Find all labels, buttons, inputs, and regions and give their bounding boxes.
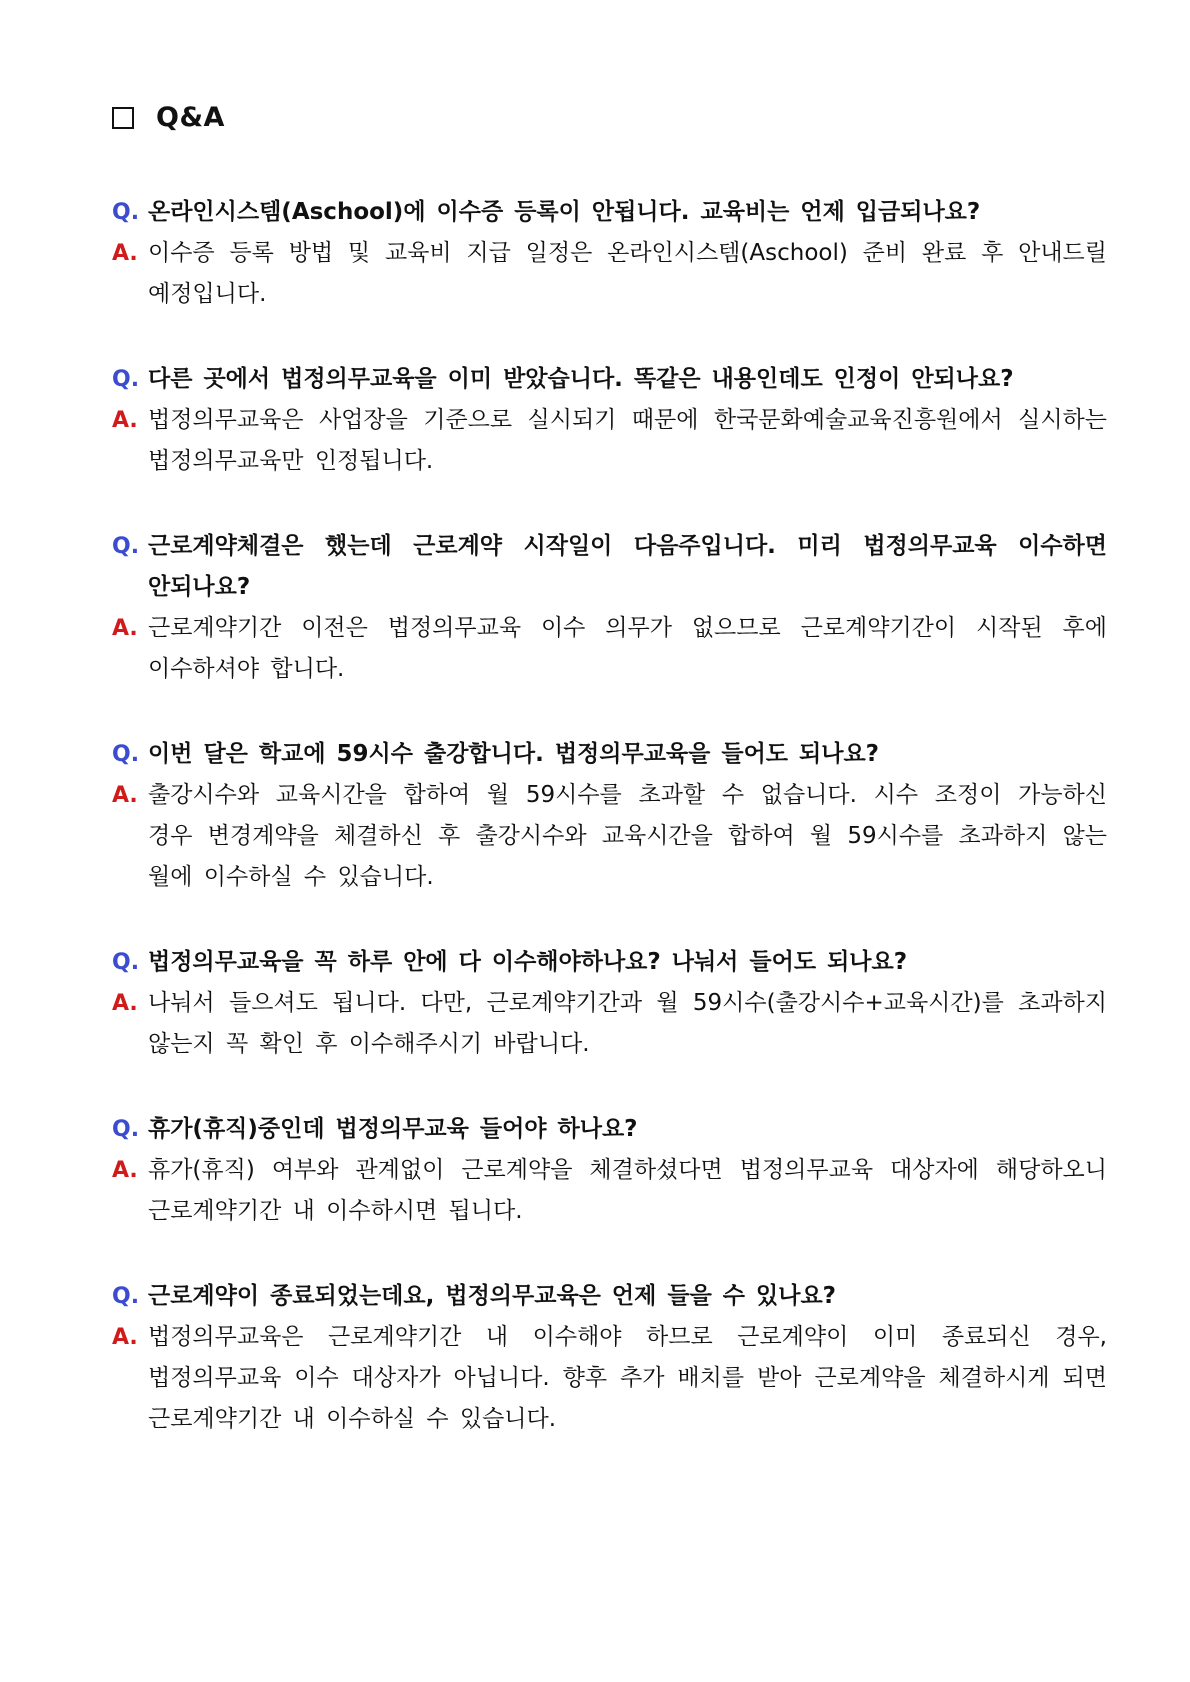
- answer-row: [112, 775, 1107, 898]
- answer-marker: A.: [112, 783, 138, 808]
- answer-text: 나눠서 들으셔도 됩니다. 다만, 근로계약기간과 월 59시수(출강시수+교육시간)를 초과하지 않는지 꼭 확인 후 이수해주시기 바랍니다.: [148, 990, 1107, 1057]
- answer-marker: A.: [112, 1325, 138, 1350]
- question-marker: Q.: [112, 534, 140, 559]
- question-marker: Q.: [112, 742, 140, 767]
- qa-item: [112, 526, 1107, 690]
- qa-item: [112, 359, 1107, 482]
- question-row: [112, 734, 1107, 775]
- answer-marker: A.: [112, 616, 138, 641]
- answer-row: [112, 1317, 1107, 1440]
- question-marker: Q.: [112, 1117, 140, 1142]
- answer-marker: A.: [112, 408, 138, 433]
- answer-text: 출강시수와 교육시간을 합하여 월 59시수를 초과할 수 없습니다. 시수 조정이 가능하신 경우 변경계약을 체결하신 후 출강시수와 교육시간을 합하여 월 59시수를 초과하지 않는 월에 이수하실 수 있습니다.: [148, 782, 1107, 890]
- question-text: 다른 곳에서 법정의무교육을 이미 받았습니다. 똑같은 내용인데도 인정이 안되나요?: [148, 366, 1014, 392]
- answer-text: 법정의무교육은 사업장을 기준으로 실시되기 때문에 한국문화예술교육진흥원에서 실시하는 법정의무교육만 인정됩니다.: [148, 407, 1107, 474]
- section-title: Q&A: [156, 102, 225, 133]
- question-text: 근로계약이 종료되었는데요, 법정의무교육은 언제 들을 수 있나요?: [148, 1283, 837, 1309]
- empty-square-icon: [112, 107, 134, 129]
- answer-row: [112, 608, 1107, 690]
- answer-text: 법정의무교육은 근로계약기간 내 이수해야 하므로 근로계약이 이미 종료되신 경우, 법정의무교육 이수 대상자가 아닙니다. 향후 추가 배치를 받아 근로계약을 체결하시게 되면 근로계약기간 내 이수하실 수 있습니다.: [148, 1324, 1107, 1432]
- question-row: [112, 1109, 1107, 1150]
- answer-text: 근로계약기간 이전은 법정의무교육 이수 의무가 없으므로 근로계약기간이 시작된 후에 이수하셔야 합니다.: [148, 615, 1107, 682]
- qa-item: [112, 192, 1107, 315]
- question-row: [112, 942, 1107, 983]
- qa-item: [112, 734, 1107, 898]
- question-row: [112, 192, 1107, 233]
- answer-row: [112, 983, 1107, 1065]
- question-row: [112, 1276, 1107, 1317]
- answer-row: [112, 1150, 1107, 1232]
- answer-marker: A.: [112, 1158, 138, 1183]
- answer-text: 이수증 등록 방법 및 교육비 지급 일정은 온라인시스템(Aschool) 준비 완료 후 안내드릴 예정입니다.: [148, 240, 1107, 307]
- question-text: 온라인시스템(Aschool)에 이수증 등록이 안됩니다. 교육비는 언제 입금되나요?: [148, 199, 981, 225]
- question-row: [112, 526, 1107, 608]
- answer-row: [112, 233, 1107, 315]
- answer-marker: A.: [112, 991, 138, 1016]
- question-text: 근로계약체결은 했는데 근로계약 시작일이 다음주입니다. 미리 법정의무교육 이수하면 안되나요?: [148, 533, 1107, 600]
- qa-item: [112, 942, 1107, 1065]
- section-heading: [112, 102, 225, 133]
- qa-item: [112, 1276, 1107, 1440]
- question-marker: Q.: [112, 200, 140, 225]
- answer-row: [112, 400, 1107, 482]
- question-text: 법정의무교육을 꼭 하루 안에 다 이수해야하나요? 나눠서 들어도 되나요?: [148, 949, 908, 975]
- question-marker: Q.: [112, 367, 140, 392]
- qa-item: [112, 1109, 1107, 1232]
- question-text: 이번 달은 학교에 59시수 출강합니다. 법정의무교육을 들어도 되나요?: [148, 741, 880, 767]
- question-marker: Q.: [112, 950, 140, 975]
- answer-text: 휴가(휴직) 여부와 관계없이 근로계약을 체결하셨다면 법정의무교육 대상자에 해당하오니 근로계약기간 내 이수하시면 됩니다.: [148, 1157, 1107, 1224]
- question-row: [112, 359, 1107, 400]
- qa-list: [112, 192, 1107, 1484]
- question-marker: Q.: [112, 1284, 140, 1309]
- question-text: 휴가(휴직)중인데 법정의무교육 들어야 하나요?: [148, 1116, 638, 1142]
- answer-marker: A.: [112, 241, 138, 266]
